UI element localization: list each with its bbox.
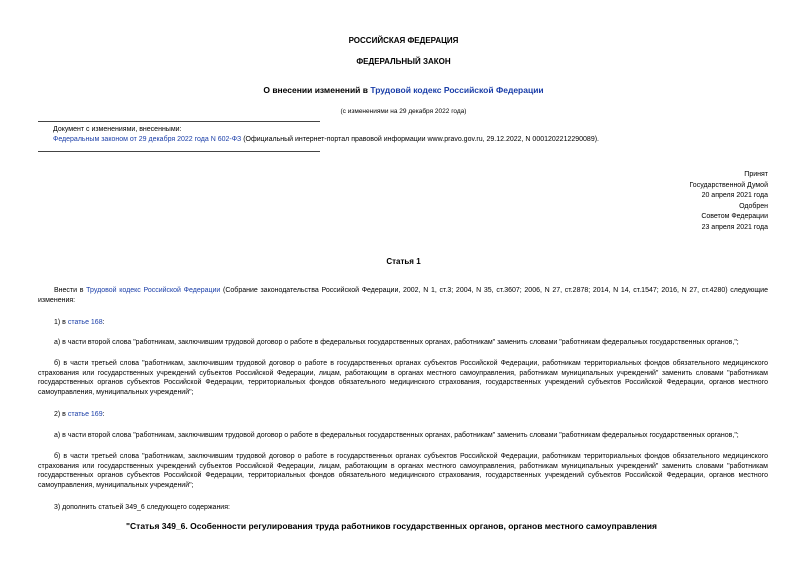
article-intro-pre: Внести в bbox=[54, 287, 87, 294]
federation-heading: РОССИЙСКАЯ ФЕДЕРАЦИЯ bbox=[348, 36, 459, 45]
article-169-link[interactable]: статье 169 bbox=[67, 411, 103, 418]
item-2-pre: 2) в bbox=[54, 411, 68, 418]
item-2 bbox=[54, 410, 784, 420]
item-1-a: а) в части второй слова "работникам, заключившим трудовой договор о работе в федеральных государственных органах, работникам" заменить словами "работникам федеральных государственных органов,"; bbox=[54, 339, 739, 346]
adoption-line-4: Одобрен bbox=[739, 202, 768, 210]
law-title bbox=[0, 86, 807, 96]
adoption-block bbox=[689, 170, 768, 234]
law-type-heading: ФЕДЕРАЛЬНЫЙ ЗАКОН bbox=[356, 57, 451, 66]
article-168-link[interactable]: статье 168 bbox=[67, 319, 103, 326]
amendments-bottom-rule bbox=[38, 151, 320, 152]
amendments-intro: Документ с изменениями, внесенными: bbox=[53, 126, 182, 133]
adoption-line-6: 23 апреля 2021 года bbox=[701, 223, 768, 231]
item-2-b: б) в части третьей слова "работникам, заключившим трудовой договор о работе в государственных органах субъектов Российской Федерации, работникам территориальных фондов обязательного медицинского страхования или государственных учреждений субъектов Российской Федерации, лицам, работающим в органах местного самоуправления, работникам муниципальных учреждений" заменить словами "работникам государственных органов субъектов Российской Федерации, территориальных фондов обязательного медицинского страхования, государственных учреждений субъектов Российской Федерации, органов местного самоуправления, муниципальных учреждений"; bbox=[38, 453, 768, 489]
item-2-a: а) в части второй слова "работникам, заключившим трудовой договор о работе в федеральных государственных органах, работникам" заменить словами "работникам федеральных государственных органов,"; bbox=[54, 432, 739, 439]
adoption-line-3: 20 апреля 2021 года bbox=[701, 192, 768, 200]
article-heading: Статья 1 bbox=[386, 257, 421, 266]
labor-code-link[interactable]: Трудовой кодекс Российской Федерации bbox=[86, 287, 221, 294]
law-title-link[interactable]: Трудовой кодекс Российской Федерации bbox=[370, 85, 544, 95]
amendments-source: (Официальный интернет-портал правовой информации www.pravo.gov.ru, 29.12.2022, N 0001202212290089). bbox=[241, 136, 599, 143]
law-title-prefix: О внесении изменений в bbox=[263, 85, 371, 95]
amended-note: (с изменениями на 29 декабря 2022 года) bbox=[340, 108, 467, 115]
adoption-line-1: Принят bbox=[744, 171, 768, 178]
item-3: 3) дополнить статьей 349_6 следующего содержания: bbox=[54, 504, 230, 511]
adoption-line-2: Государственной Думой bbox=[689, 181, 768, 189]
amendments-top-rule bbox=[38, 121, 320, 122]
article-intro bbox=[38, 286, 768, 305]
item-1-pre: 1) в bbox=[54, 319, 68, 326]
article-intro-post: (Собрание законодательства Российской Федерации, 2002, N 1, ст.3; 2004, N 35, ст.3607; 2006, N 27, ст.2878; 2014, N 14, ст.1547; 2016, N 27, ст.4280) следующие изменения: bbox=[38, 287, 768, 304]
adoption-line-5: Советом Федерации bbox=[701, 213, 768, 221]
item-1 bbox=[54, 318, 784, 328]
amending-law-link[interactable]: Федеральным законом от 29 декабря 2022 года N 602-ФЗ bbox=[53, 136, 242, 143]
item-1-post: : bbox=[102, 319, 105, 326]
amendments-line bbox=[53, 135, 599, 145]
item-2-post: : bbox=[102, 411, 105, 418]
new-article-heading: "Статья 349_6. Особенности регулирования труда работников государственных органов, органов местного самоуправления bbox=[126, 521, 657, 531]
item-1-b: б) в части третьей слова "работникам, заключившим трудовой договор о работе в государственных органах субъектов Российской Федерации, работникам территориальных фондов обязательного медицинского страхования или государственных учреждений субъектов Российской Федерации, лицам, работающим в органах местного самоуправления, работникам муниципальных учреждений" заменить словами "работникам государственных органов субъектов Российской Федерации, территориальных фондов обязательного медицинского страхования, государственных учреждений субъектов Российской Федерации, органов местного самоуправления, муниципальных учреждений"; bbox=[38, 360, 768, 396]
